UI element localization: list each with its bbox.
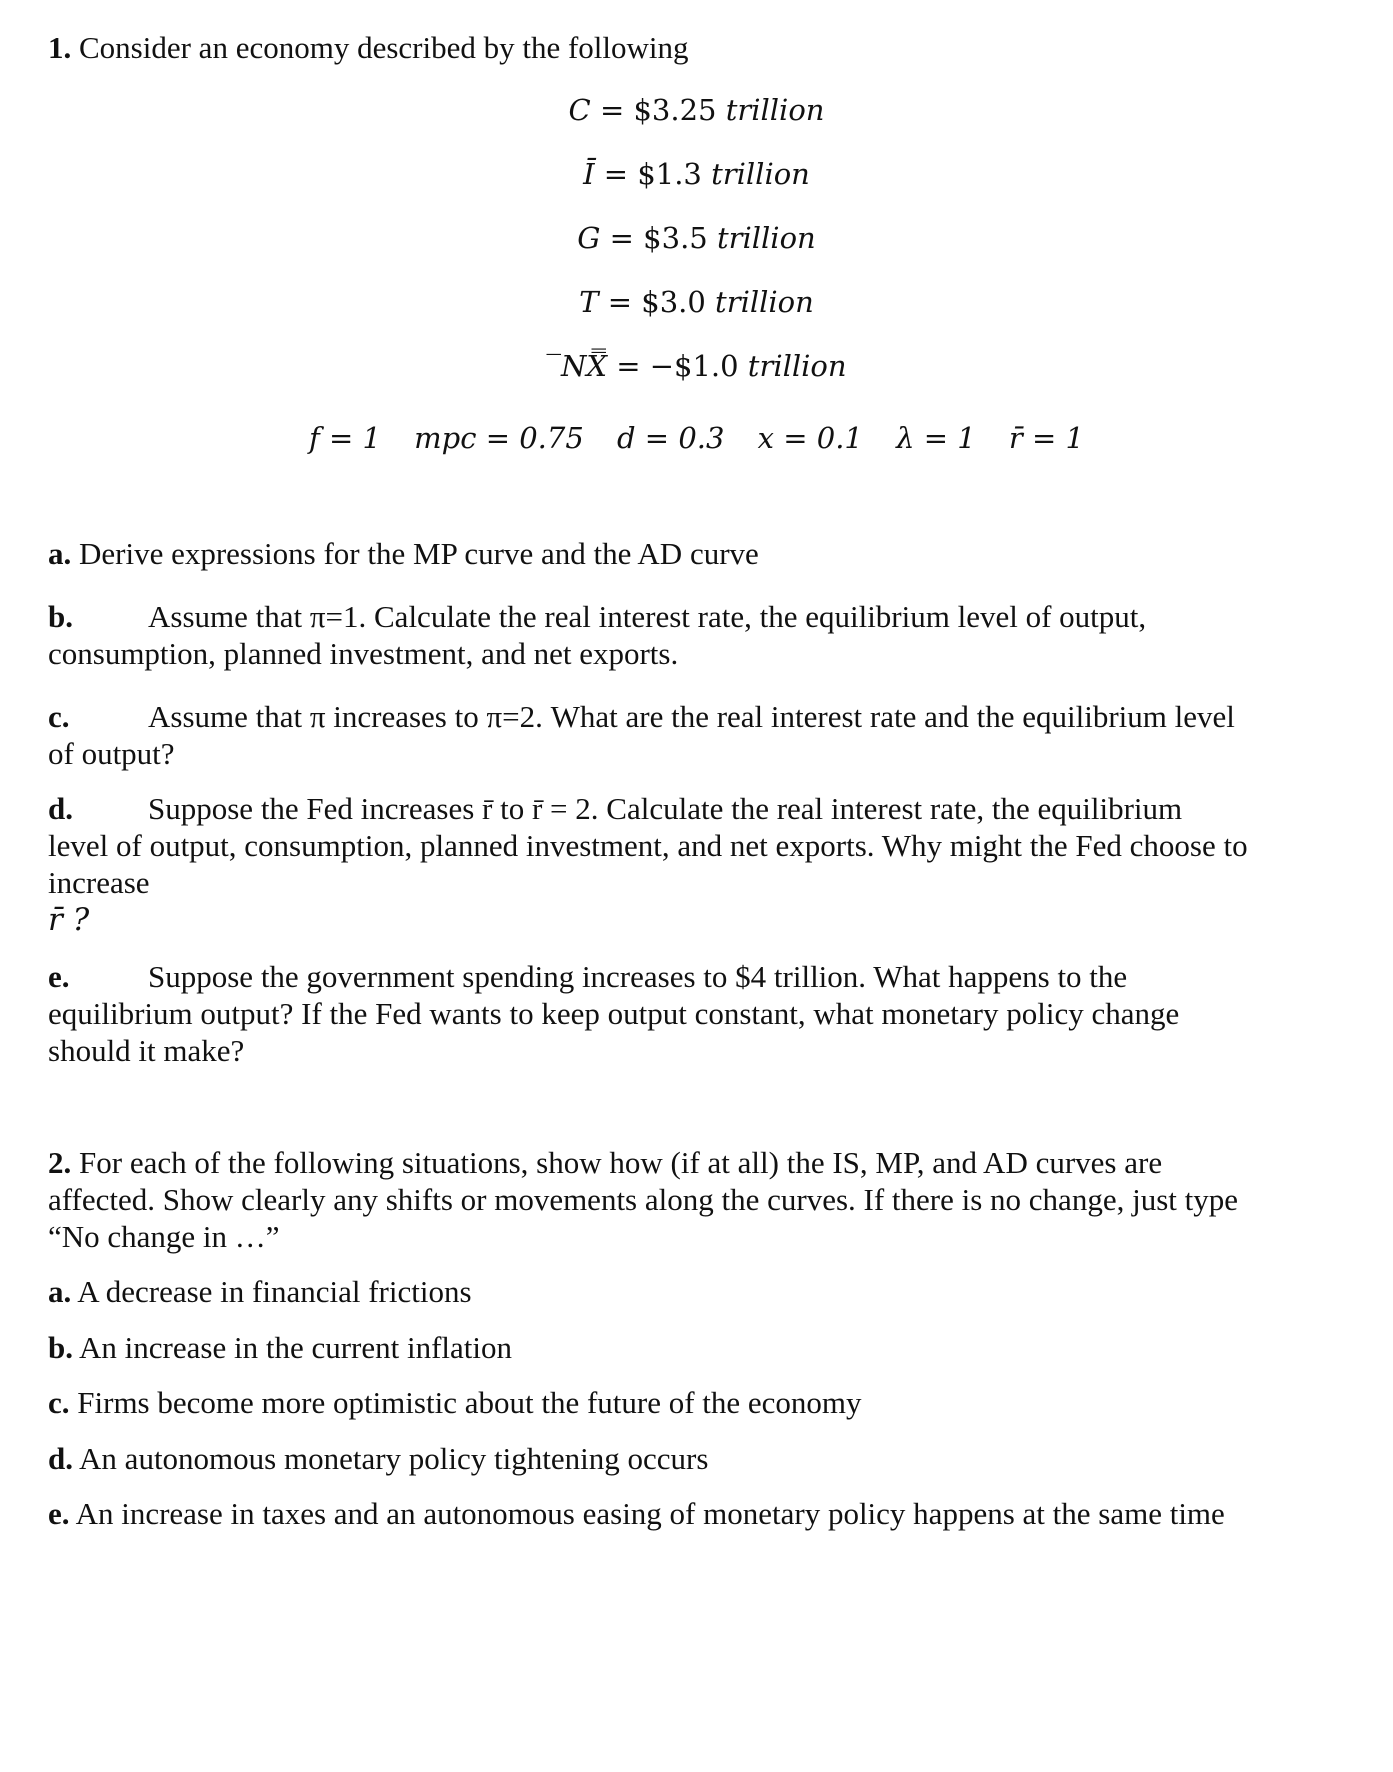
eq-rhs: = $3.5 (609, 221, 717, 255)
q2-item-a (48, 1272, 1353, 1312)
part-text: of output? (48, 736, 175, 771)
part-label: d. (48, 791, 73, 826)
q1-part-d (48, 789, 1353, 829)
param-f: f = 1 (309, 421, 381, 455)
q2-item-d (48, 1439, 1353, 1479)
part-text: should it make? (48, 1033, 245, 1068)
param-d: d = 0.3 (617, 421, 725, 455)
q2-item-b (48, 1328, 1353, 1368)
item-text: An autonomous monetary policy tightening occurs (79, 1441, 709, 1476)
item-text: An increase in taxes and an autonomous easing of monetary policy happens at the same time (75, 1496, 1225, 1531)
part-label: c. (48, 699, 70, 734)
eq-lhs: C (568, 93, 591, 127)
q1-part-b-cont (48, 634, 1353, 674)
item-label: b. (48, 1330, 73, 1365)
q2-number: 2. (48, 1145, 72, 1180)
part-label: a. (48, 536, 72, 571)
item-label: c. (48, 1385, 70, 1420)
q1-part-d-cont (48, 826, 1353, 866)
eq-rhs: = $3.25 (599, 93, 726, 127)
eq-unit: trillion (716, 221, 816, 255)
part-text: Suppose the government spending increases to $4 trillion. What happens to the (148, 959, 1128, 994)
q2-heading-cont (48, 1180, 1353, 1220)
eq-unit: trillion (747, 349, 847, 383)
q1-part-c-cont (48, 734, 1353, 774)
q1-part-b (48, 597, 1353, 637)
q1-part-c (48, 697, 1353, 737)
param-r-bar: r̄ = 1 (1008, 421, 1084, 455)
item-label: d. (48, 1441, 73, 1476)
eq-rhs: = −$1.0 (616, 349, 748, 383)
param-x: x = 0.1 (757, 421, 863, 455)
q1-intro: Consider an economy described by the following (79, 30, 689, 65)
q2-item-e (48, 1494, 1353, 1534)
item-text: Firms become more optimistic about the future of the economy (77, 1385, 862, 1420)
eq-unit: trillion (725, 93, 825, 127)
eq-rhs: = $3.0 (607, 285, 716, 319)
part-text: consumption, planned investment, and net exports. (48, 636, 679, 671)
eq-lhs: T (579, 285, 599, 319)
q1-heading (48, 28, 1353, 68)
part-text: Derive expressions for the MP curve and the AD curve (79, 536, 759, 571)
q2-item-c (48, 1383, 1353, 1423)
part-label: e. (48, 959, 70, 994)
param-lambda: λ = 1 (896, 421, 976, 455)
q1-part-e (48, 957, 1353, 997)
part-text: increase (48, 865, 150, 900)
q2-text: “No change in …” (48, 1219, 280, 1254)
eq-lhs: ‾NX̿ (546, 349, 607, 383)
q1-part-a (48, 534, 1353, 574)
item-text: A decrease in financial frictions (77, 1274, 472, 1309)
q2-heading-cont2 (48, 1217, 1353, 1257)
equation-consumption (0, 90, 1393, 130)
q1-part-e-cont2 (48, 1031, 1353, 1071)
part-text: r̄ ? (48, 902, 90, 938)
equation-taxes (0, 282, 1393, 322)
equation-investment (0, 154, 1393, 194)
q1-part-d-cont2 (48, 863, 1353, 903)
part-text: Assume that π increases to π=2. What are the real interest rate and the equilibrium level (148, 699, 1235, 734)
item-label: e. (48, 1496, 70, 1531)
q2-text: affected. Show clearly any shifts or movements along the curves. If there is no change, just type (48, 1182, 1238, 1217)
parameter-row (0, 418, 1393, 458)
part-text: equilibrium output? If the Fed wants to keep output constant, what monetary policy change (48, 996, 1180, 1031)
part-text: Assume that π=1. Calculate the real interest rate, the equilibrium level of output, (148, 599, 1147, 634)
q1-part-e-cont (48, 994, 1353, 1034)
eq-unit: trillion (715, 285, 814, 319)
equation-net-exports (0, 346, 1393, 386)
q1-number: 1. (48, 30, 72, 65)
item-label: a. (48, 1274, 72, 1309)
part-label: b. (48, 599, 73, 634)
equation-government (0, 218, 1393, 258)
eq-unit: trillion (711, 157, 810, 191)
eq-lhs: Ī (583, 157, 595, 191)
part-text: level of output, consumption, planned investment, and net exports. Why might the Fed choose to (48, 828, 1248, 863)
q1-part-d-cont3 (48, 900, 1353, 940)
q2-text: For each of the following situations, show how (if at all) the IS, MP, and AD curves are (79, 1145, 1163, 1180)
item-text: An increase in the current inflation (79, 1330, 513, 1365)
param-mpc: mpc = 0.75 (414, 421, 584, 455)
eq-lhs: G (577, 221, 601, 255)
eq-rhs: = $1.3 (603, 157, 712, 191)
part-text: Suppose the Fed increases r̄ to r̄ = 2. Calculate the real interest rate, the equilibrium (148, 791, 1183, 826)
q2-heading (48, 1143, 1353, 1183)
